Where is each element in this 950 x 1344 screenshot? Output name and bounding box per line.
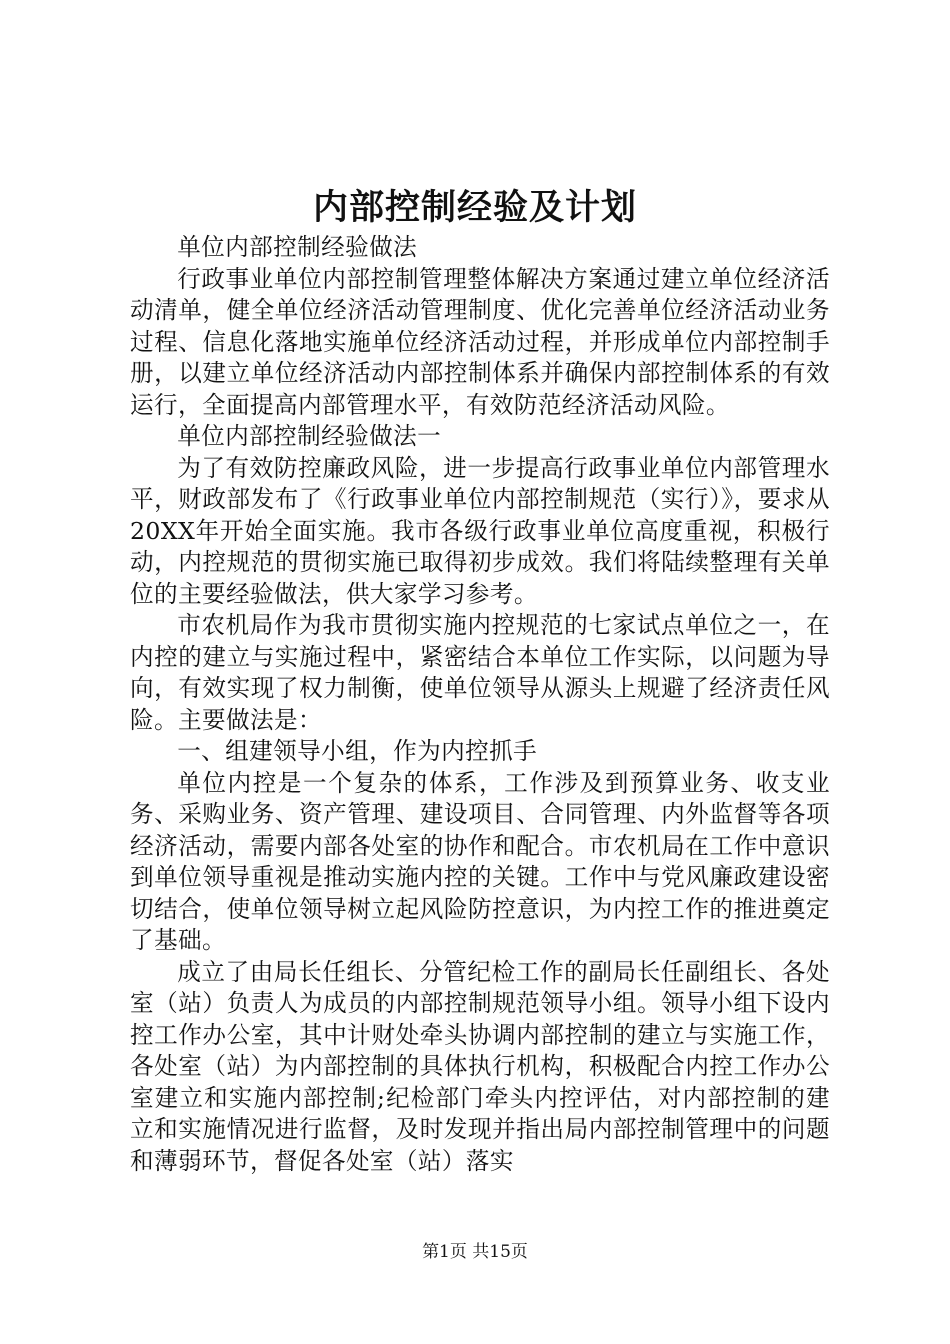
paragraph-pilot-unit: 市农机局作为我市贯彻实施内控规范的七家试点单位之一，在内控的建立与实施过程中，紧密结合本单位工作实际，以问题为导向，有效实现了权力制衡，使单位领导从源头上规避了经济责任风险。主要做法是： bbox=[130, 611, 830, 734]
document-body bbox=[130, 232, 830, 1177]
document-title: 内部控制经验及计划 bbox=[312, 187, 637, 228]
paragraph-solution-overview: 行政事业单位内部控制管理整体解决方案通过建立单位经济活动清单，健全单位经济活动管理制度、优化完善单位经济活动业务过程、信息化落地实施单位经济活动过程，并形成单位内部控制手册，以建立单位经济活动内部控制体系并确保内部控制体系的有效运行，全面提高内部管理水平，有效防范经济活动风险。 bbox=[130, 264, 830, 419]
paragraph-leadership-group: 成立了由局长任组长、分管纪检工作的副局长任副组长、各处室（站）负责人为成员的内部控制规范领导小组。领导小组下设内控工作办公室，其中计财处牵头协调内部控制的建立与实施工作，各处室（站）为内部控制的具体执行机构，积极配合内控工作办公室建立和实施内部控制;纪检部门牵头内控评估，对内部控制的建立和实施情况进行监督，及时发现并指出局内部控制管理中的问题和薄弱环节，督促各处室（站）落实 bbox=[130, 957, 830, 1175]
page-footer bbox=[0, 1240, 950, 1264]
paragraph-heading-practice: 单位内部控制经验做法 bbox=[177, 233, 418, 261]
page-number-label: 第1页 共15页 bbox=[422, 1242, 528, 1262]
paragraph-background: 为了有效防控廉政风险，进一步提高行政事业单位内部管理水平，财政部发布了《行政事业单位内部控制规范（实行）》，要求从20XX年开始全面实施。我市各级行政事业单位高度重视，积极行动，内控规范的贯彻实施已取得初步成效。我们将陆续整理有关单位的主要经验做法，供大家学习参考。 bbox=[130, 453, 830, 608]
paragraph-section-heading-one: 一、组建领导小组，作为内控抓手 bbox=[177, 737, 538, 765]
paragraph-heading-practice-one: 单位内部控制经验做法一 bbox=[177, 422, 442, 450]
paragraph-internal-control-system: 单位内控是一个复杂的体系，工作涉及到预算业务、收支业务、采购业务、资产管理、建设项目、合同管理、内外监督等各项经济活动，需要内部各处室的协作和配合。市农机局在工作中意识到单位领导重视是推动实施内控的关键。工作中与党风廉政建设密切结合，使单位领导树立起风险防控意识，为内控工作的推进奠定了基础。 bbox=[130, 768, 830, 954]
